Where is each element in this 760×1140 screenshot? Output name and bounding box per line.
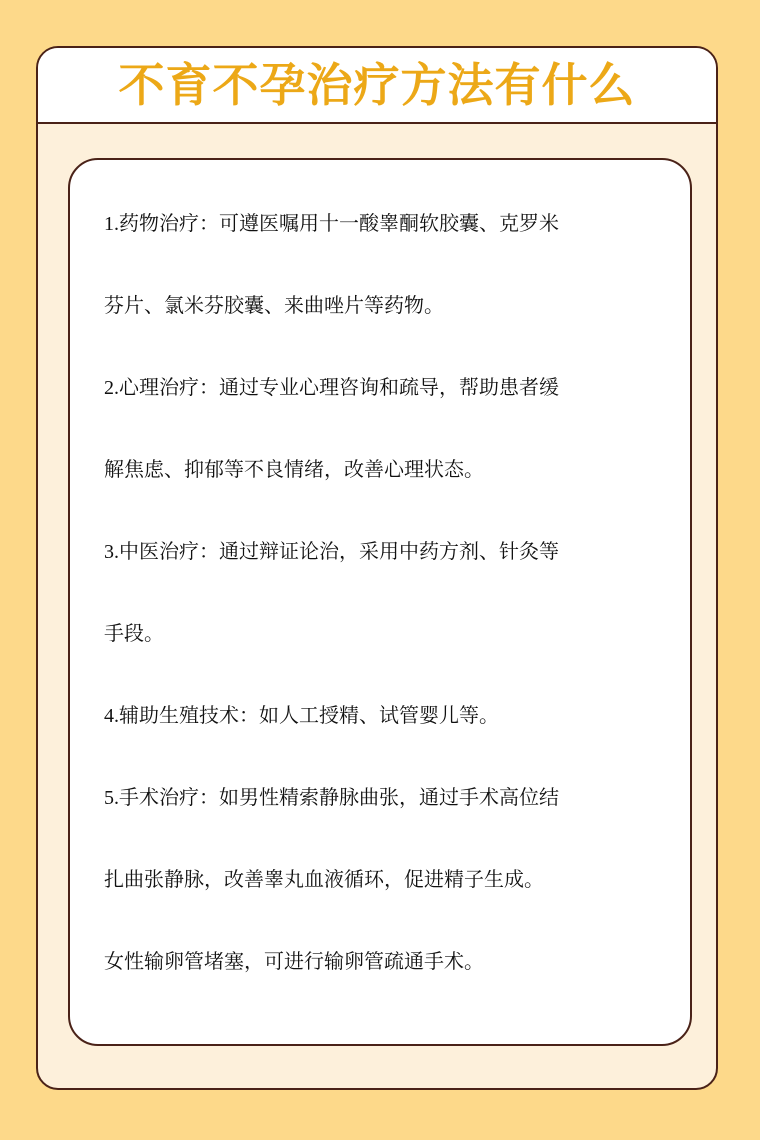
text-line-5: 3.中医治疗：通过辩证论治，采用中药方剂、针灸等 [104,539,559,563]
text-line-6: 手段。 [104,621,164,645]
text-line-3: 2.心理治疗：通过专业心理咨询和疏导，帮助患者缓 [104,375,559,399]
content-panel [68,158,692,1046]
text-line-9: 扎曲张静脉，改善睾丸血液循环，促进精子生成。 [104,867,544,891]
text-line-7: 4.辅助生殖技术：如人工授精、试管婴儿等。 [104,703,499,727]
text-line-4: 解焦虑、抑郁等不良情绪，改善心理状态。 [104,457,484,481]
text-line-1: 1.药物治疗：可遵医嘱用十一酸睾酮软胶囊、克罗米 [104,211,559,235]
article-body [104,182,664,1002]
title-bar [38,48,716,124]
page-title: 不育不孕治疗方法有什么 [118,58,636,112]
article-card [36,46,718,1090]
text-line-8: 5.手术治疗：如男性精索静脉曲张，通过手术高位结 [104,785,559,809]
text-line-2: 芬片、氯米芬胶囊、来曲唑片等药物。 [104,293,444,317]
text-line-10: 女性输卵管堵塞，可进行输卵管疏通手术。 [104,949,484,973]
